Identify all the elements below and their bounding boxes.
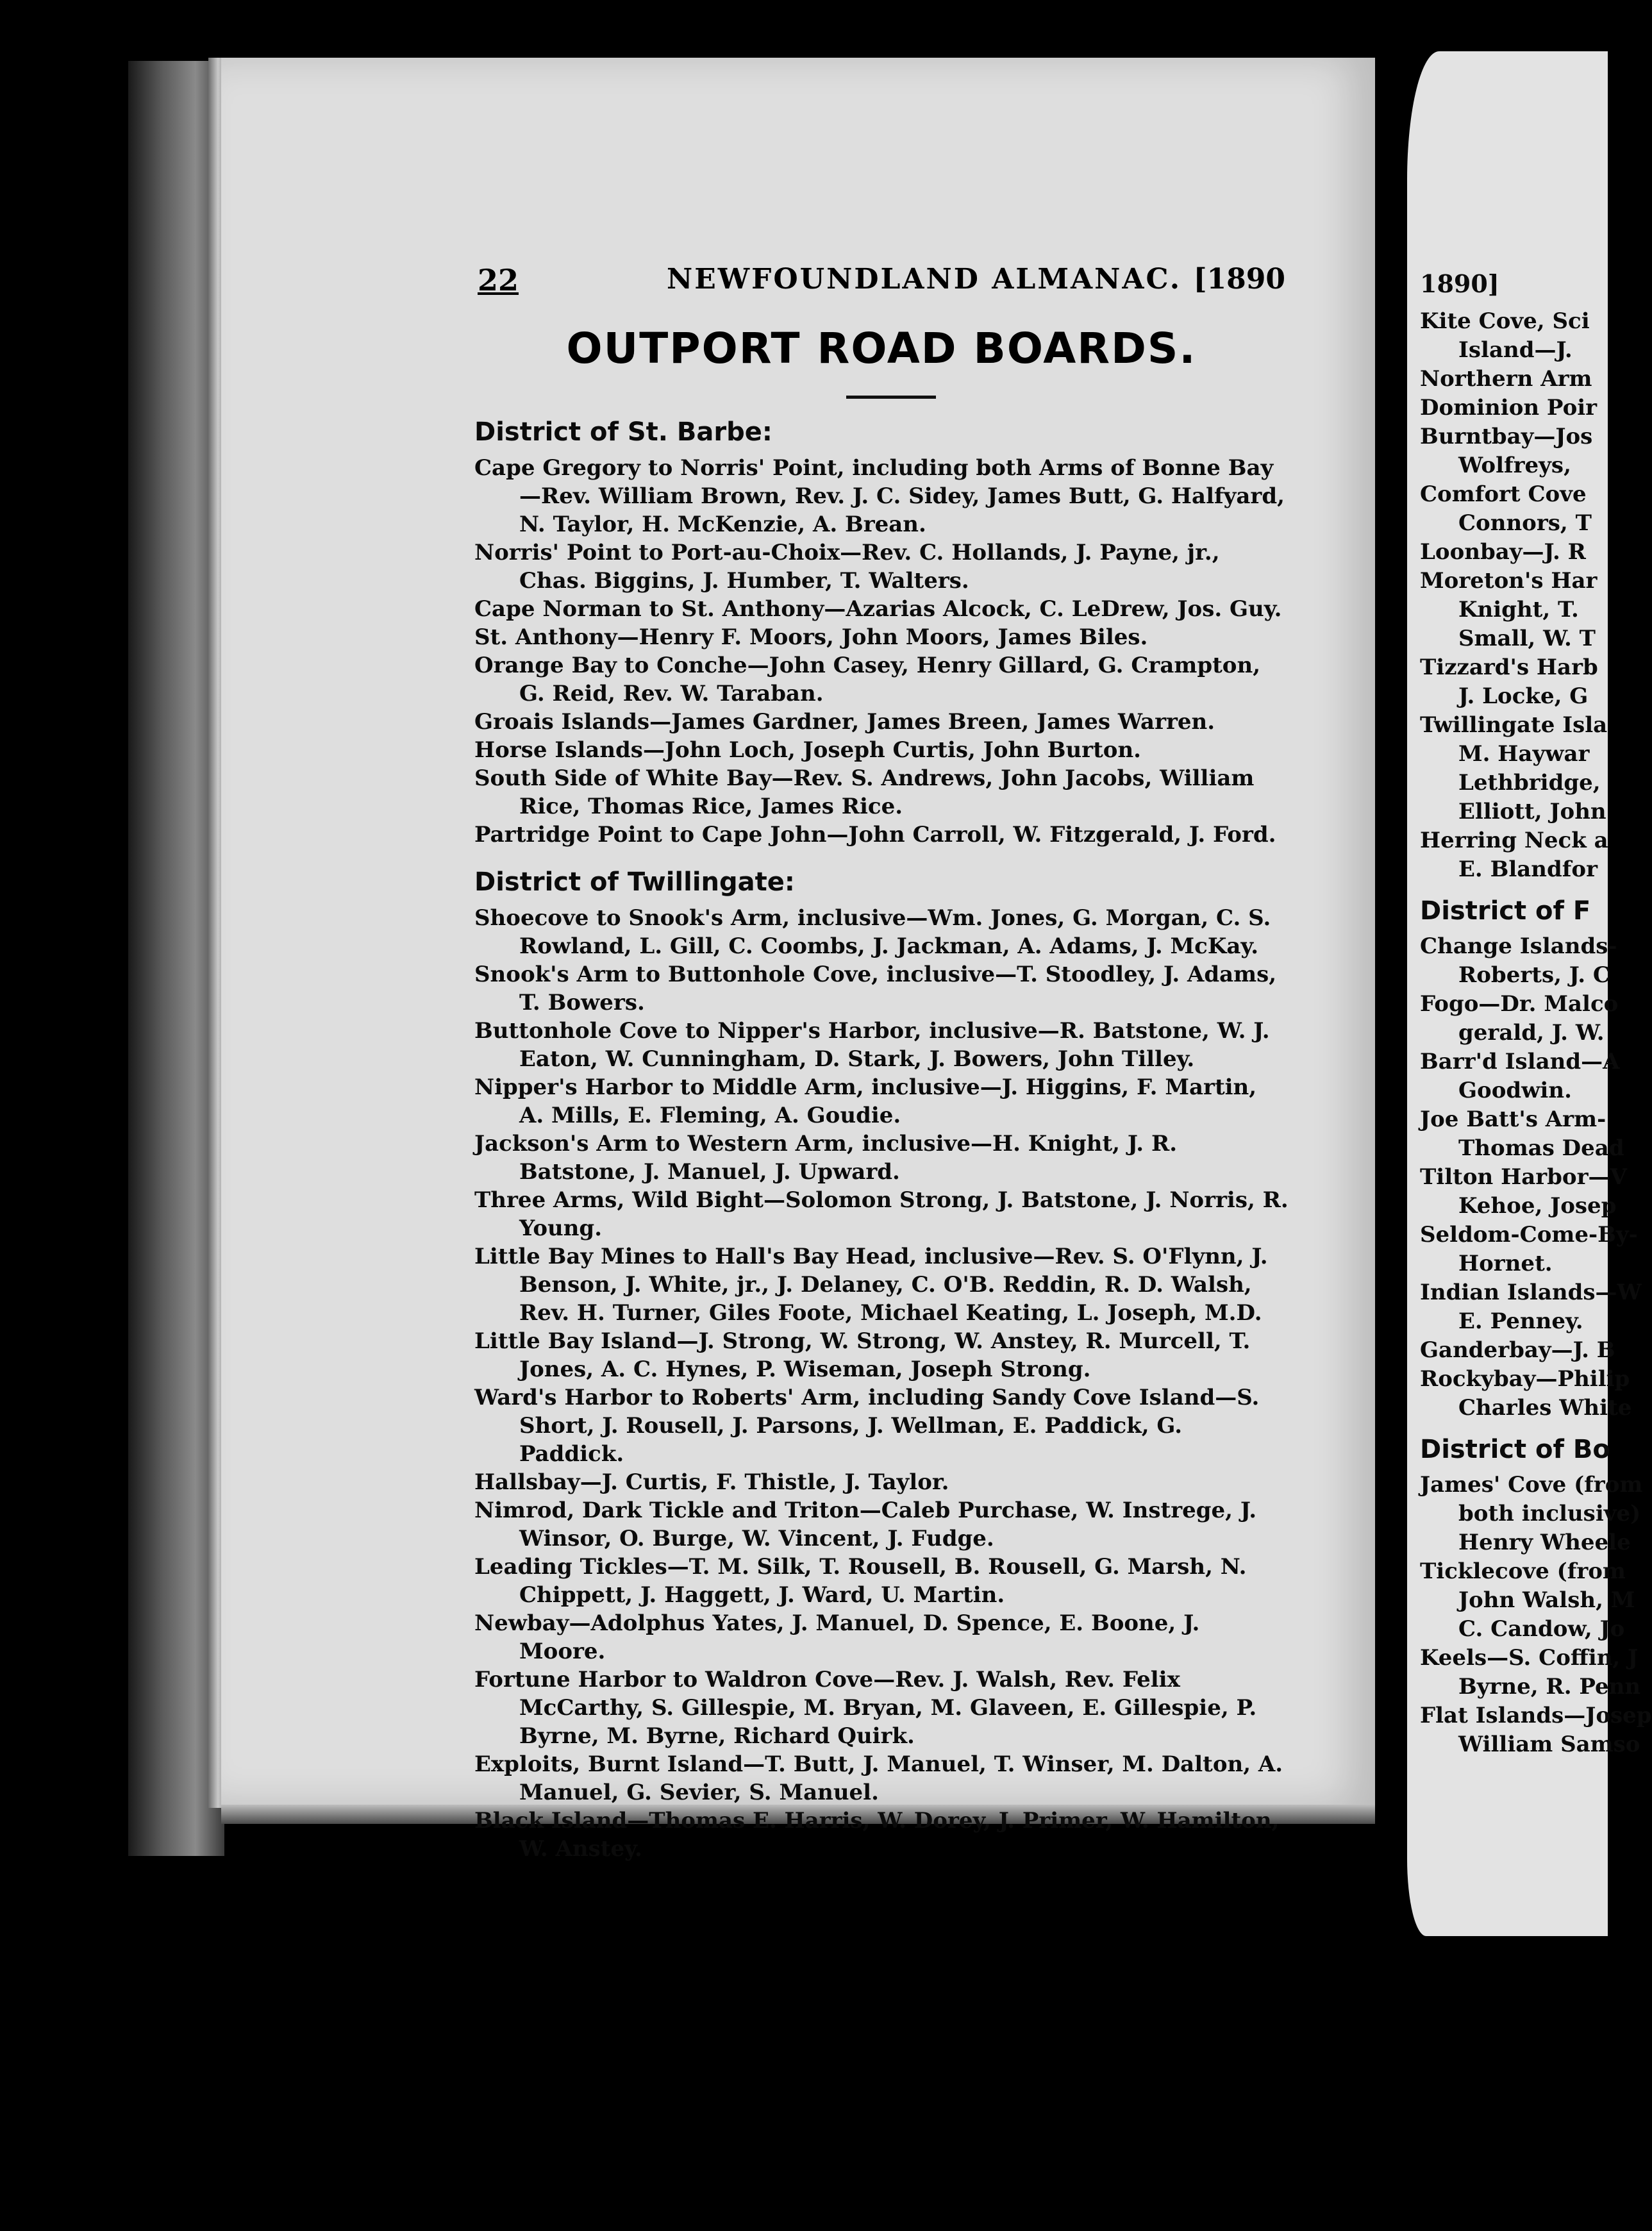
right-page-line: Moreton's Har (1420, 568, 1598, 594)
right-page-line: Rockybay—Philip (1420, 1366, 1630, 1392)
road-board-entry: Partridge Point to Cape John—John Carroll, W. Fitzgerald, J. Ford. (474, 822, 1276, 848)
right-page-line: Goodwin. (1458, 1078, 1572, 1103)
right-page-line: Loonbay—J. R (1420, 539, 1586, 565)
right-page-line: Barr'd Island—A (1420, 1049, 1620, 1074)
road-board-entry: Hallsbay—J. Curtis, F. Thistle, J. Taylor. (474, 1469, 949, 1495)
road-board-entry: Nipper's Harbor to Middle Arm, inclusive—J. Higgins, F. Martin, A. Mills, E. Fleming, A. Goudie. (474, 1074, 1257, 1128)
road-board-entry: Little Bay Mines to Hall's Bay Head, inclusive—Rev. S. O'Flynn, J. Benson, J. White, jr., J. Delaney, C. O'B. Reddin, R. D. Walsh, Rev. H. Turner, Giles Foote, Michael Keating, L. Joseph, M.D. (474, 1244, 1268, 1326)
right-page-line: Charles White (1458, 1395, 1632, 1421)
right-page-line: Comfort Cove (1420, 481, 1587, 507)
right-page-line: Connors, T (1458, 510, 1592, 536)
road-board-entry: Exploits, Burnt Island—T. Butt, J. Manuel, T. Winser, M. Dalton, A. Manuel, G. Sevier, S. Manuel. (474, 1751, 1283, 1805)
right-page-line: Hornet. (1458, 1251, 1553, 1276)
right-page-line: J. Locke, G (1458, 683, 1589, 709)
right-page-line: E. Penney. (1458, 1308, 1583, 1334)
right-district-heading: District of Bo (1420, 1435, 1610, 1464)
title-rule (846, 396, 936, 399)
right-page-line: Byrne, R. Penn (1458, 1674, 1641, 1700)
road-board-entry: Three Arms, Wild Bight—Solomon Strong, J. Batstone, J. Norris, R. Young. (474, 1187, 1289, 1241)
right-page-line: Burntbay—Jos (1420, 424, 1593, 449)
right-page-line: Kite Cove, Sci (1420, 308, 1590, 334)
right-page-line: Indian Islands—W (1420, 1280, 1642, 1305)
right-page-line: Seldom-Come-By- (1420, 1222, 1638, 1248)
right-page-line: John Walsh, M (1458, 1587, 1635, 1613)
district-heading: District of St. Barbe: (474, 417, 772, 447)
right-page-line: Elliott, John (1458, 799, 1606, 824)
header-year: [1890 (1193, 263, 1285, 296)
right-page-line: Tilton Harbor—V (1420, 1164, 1627, 1190)
right-page-line: William Samso (1458, 1732, 1640, 1757)
right-page-line: Lethbridge, (1458, 770, 1601, 796)
road-board-entry: Norris' Point to Port-au-Choix—Rev. C. Hollands, J. Payne, jr., Chas. Biggins, J. Humber, T. Walters. (474, 540, 1220, 594)
right-page-line: Dominion Poir (1420, 395, 1598, 421)
right-page-line: Flat Islands—Josep (1420, 1703, 1652, 1728)
road-board-entry: Fortune Harbor to Waldron Cove—Rev. J. Walsh, Rev. Felix McCarthy, S. Gillespie, M. Bryan, M. Glaveen, E. Gillespie, P. Byrne, M. Byrne, Richard Quirk. (474, 1667, 1257, 1749)
road-board-entry: Black Island—Thomas E. Harris, W. Dorey, J. Primer, W. Hamilton, W. Anstey. (474, 1808, 1280, 1862)
running-header (478, 263, 1285, 301)
right-district-heading: District of F (1420, 896, 1591, 926)
right-page-line: Twillingate Isla (1420, 712, 1608, 738)
right-page-line: Fogo—Dr. Malco (1420, 991, 1619, 1017)
road-board-entry: St. Anthony—Henry F. Moors, John Moors, James Biles. (474, 624, 1148, 650)
district-gap (474, 849, 1289, 860)
right-page-line: gerald, J. W. (1458, 1020, 1605, 1046)
road-boards-list (474, 410, 1289, 1863)
right-page-line: Ticklecove (from (1420, 1558, 1626, 1584)
road-board-entry: Buttonhole Cove to Nipper's Harbor, inclusive—R. Batstone, W. J. Eaton, W. Cunningham, D. Stark, J. Bowers, John Tilley. (474, 1018, 1270, 1072)
right-page-line: M. Haywar (1458, 741, 1590, 767)
right-page-line: Ganderbay—J. B (1420, 1337, 1615, 1363)
road-board-entry: Shoecove to Snook's Arm, inclusive—Wm. Jones, G. Morgan, C. S. Rowland, L. Gill, C. Coombs, J. Jackman, A. Adams, J. McKay. (474, 905, 1271, 959)
right-page-line: C. Candow, Jo (1458, 1616, 1625, 1642)
right-page-line: Knight, T. (1458, 597, 1579, 623)
right-page-line: Kehoe, Josep (1458, 1193, 1617, 1219)
running-title: NEWFOUNDLAND ALMANAC. (667, 263, 1182, 296)
right-page-line: Small, W. T (1458, 626, 1596, 651)
road-board-entry: Leading Tickles—T. M. Silk, T. Rousell, B. Rousell, G. Marsh, N. Chippett, J. Haggett, J. Ward, U. Martin. (474, 1554, 1247, 1608)
road-board-entry: Cape Norman to St. Anthony—Azarias Alcock, C. LeDrew, Jos. Guy. (474, 596, 1282, 622)
right-page-line: Joe Batt's Arm- (1420, 1107, 1606, 1132)
road-board-entry: Little Bay Island—J. Strong, W. Strong, W. Anstey, R. Murcell, T. Jones, A. C. Hynes, P. Wiseman, Joseph Strong. (474, 1328, 1251, 1382)
right-page-line: Thomas Dead (1458, 1135, 1624, 1161)
page-number: 22 (478, 263, 519, 297)
road-board-entry: Horse Islands—John Loch, Joseph Curtis, John Burton. (474, 737, 1142, 763)
road-board-entry: Snook's Arm to Buttonhole Cove, inclusive—T. Stoodley, J. Adams, T. Bowers. (474, 962, 1277, 1015)
page-title: OUTPORT ROAD BOARDS. (566, 324, 1197, 373)
right-page-line: E. Blandfor (1458, 856, 1598, 882)
right-page-line: James' Cove (from (1420, 1472, 1643, 1498)
right-page-line: Wolfreys, (1458, 453, 1571, 478)
right-page-line: Change Islands- (1420, 933, 1617, 959)
right-page-line: Henry Wheele (1458, 1530, 1631, 1555)
road-board-entry: Orange Bay to Conche—John Casey, Henry Gillard, G. Crampton, G. Reid, Rev. W. Taraban. (474, 653, 1261, 706)
right-page-line: both inclusive) (1458, 1501, 1641, 1526)
district-heading: District of Twillingate: (474, 867, 795, 897)
road-board-entry: Newbay—Adolphus Yates, J. Manuel, D. Spence, E. Boone, J. Moore. (474, 1610, 1200, 1664)
right-page-line: Roberts, J. C (1458, 962, 1610, 988)
road-board-entry: Jackson's Arm to Western Arm, inclusive—H. Knight, J. R. Batstone, J. Manuel, J. Upward. (474, 1131, 1178, 1185)
right-header-year: 1890] (1420, 269, 1499, 298)
road-board-entry: Groais Islands—James Gardner, James Breen, James Warren. (474, 709, 1215, 735)
right-page-line: Keels—S. Coffin, J (1420, 1645, 1639, 1671)
right-page-line: Island—J. (1458, 337, 1573, 363)
road-board-entry: Cape Gregory to Norris' Point, including both Arms of Bonne Bay—Rev. William Brown, Rev. J. C. Sidey, James Butt, G. Halfyard, N. Taylor, H. McKenzie, A. Brean. (474, 455, 1285, 537)
right-page-line: Tizzard's Harb (1420, 655, 1598, 680)
right-page-text (1420, 269, 1652, 1759)
right-page-line: Herring Neck a (1420, 828, 1608, 853)
right-page-line: Northern Arm (1420, 366, 1592, 392)
road-board-entry: South Side of White Bay—Rev. S. Andrews, John Jacobs, William Rice, Thomas Rice, James Rice. (474, 765, 1255, 819)
road-board-entry: Nimrod, Dark Tickle and Triton—Caleb Purchase, W. Instrege, J. Winsor, O. Burge, W. Vincent, J. Fudge. (474, 1498, 1257, 1551)
road-board-entry: Ward's Harbor to Roberts' Arm, including Sandy Cove Island—S. Short, J. Rousell, J. Parsons, J. Wellman, E. Paddick, G. Paddick. (474, 1385, 1260, 1467)
